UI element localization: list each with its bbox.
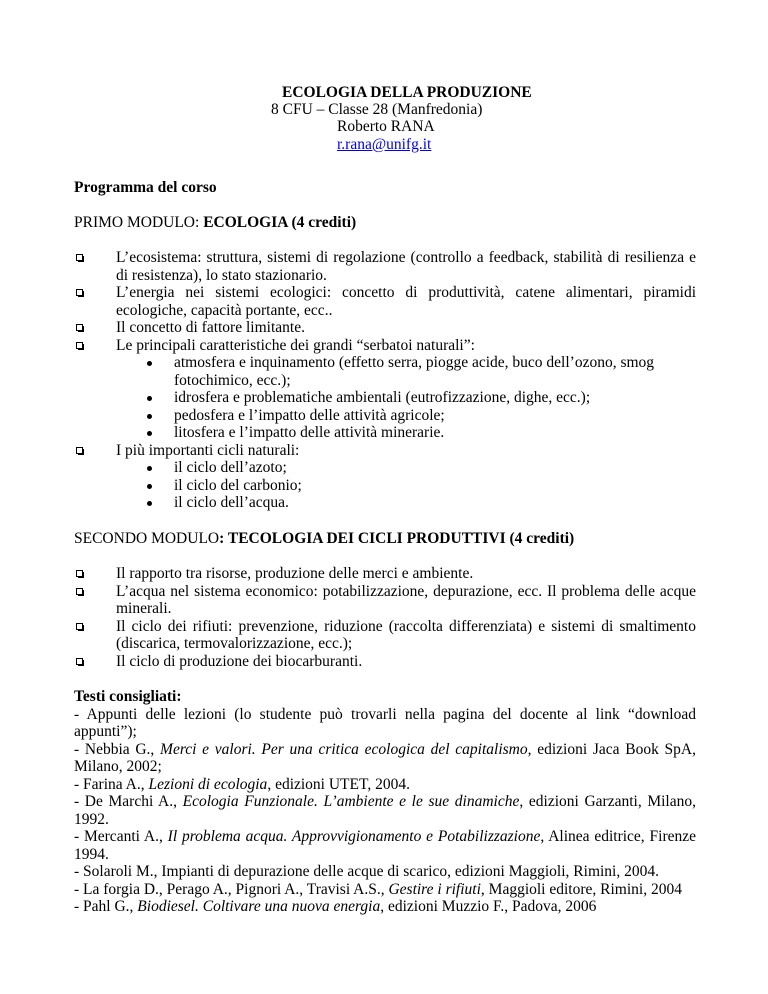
checkbox-bullet-icon [76,324,83,331]
reference-item: - Appunti delle lezioni (lo studente può trovarli nella pagina del docente al link “download appunti”); [74,705,696,740]
reference-item: - Pahl G., Biodiesel. Coltivare una nuova energia, edizioni Muzzio F., Padova, 2006 [74,898,597,915]
module2-prefix: SECONDO MODULO [74,530,220,547]
sub-list-item: il ciclo dell’acqua. [74,494,696,512]
checkbox-bullet-icon [76,342,83,349]
checkbox-bullet-icon [76,658,83,665]
course-title: ECOLOGIA DELLA PRODUZIONE [282,84,532,101]
bullet-dot-icon [147,396,152,401]
module2-title: : TECOLOGIA DEI CICLI PRODUTTIVI (4 crediti) [219,530,575,547]
list-item: L’acqua nel sistema economico: potabilizzazione, depurazione, ecc. Il problema delle acque minerali. [74,583,696,618]
reference-item: - Nebbia G., Merci e valori. Per una critica ecologica del capitalismo, edizioni Jaca Book SpA, Milano, 2002; [74,740,696,775]
sub-list-item: idrosfera e problematiche ambientali (eutrofizzazione, dighe, ecc.); [74,389,696,407]
reference-item: - La forgia D., Perago A., Pignori A., Travisi A.S., Gestire i rifiuti, Maggioli editore, Rimini, 2004 [74,880,682,898]
references-section [74,688,696,916]
bullet-dot-icon [147,501,152,506]
reference-item: - Mercanti A., Il problema acqua. Approvvigionamento e Potabilizzazione, Alinea editrice, Firenze 1994. [74,828,696,863]
checkbox-bullet-icon [76,447,83,454]
sub-list-item: il ciclo dell’azoto; [74,459,696,477]
sub-list-item: atmosfera e inquinamento (effetto serra, piogge acide, buco dell’ozono, smog [74,354,696,372]
sub-list-item: il ciclo del carbonio; [74,477,696,495]
module1-prefix: PRIMO MODULO: [74,214,204,231]
list-item: Il ciclo dei rifiuti: prevenzione, riduzione (raccolta differenziata) e sistemi di smaltimento (discarica, termovalorizzazione, ecc.); [74,618,696,653]
sub-list-item-continuation: fotochimico, ecc.); [174,371,291,389]
checkbox-bullet-icon [76,570,83,577]
module2-heading [74,530,696,548]
list-item: Il concetto di fattore limitante. [74,319,696,337]
bullet-dot-icon [147,484,152,489]
module1-heading [74,214,696,232]
module2-list [74,565,696,670]
list-item: Le principali caratteristiche dei grandi “serbatoi naturali”: [74,337,696,355]
author-name: Roberto RANA [337,118,435,135]
checkbox-bullet-icon [76,623,83,630]
sub-list-item: pedosfera e l’impatto delle attività agricole; [74,407,696,425]
reference-item: - Solaroli M., Impianti di depurazione delle acque di scarico, edizioni Maggioli, Rimini, 2004. [74,863,659,880]
bullet-dot-icon [147,361,152,366]
module1-list [74,249,696,512]
bullet-dot-icon [147,466,152,471]
list-item: I più importanti cicli naturali: [74,442,696,460]
bullet-dot-icon [147,414,152,419]
list-item: L’ecosistema: struttura, sistemi di regolazione (controllo a feedback, stabilità di resilienza e di resistenza), lo stato stazionario. [74,249,696,284]
sub-list-item: litosfera e l’impatto delle attività minerarie. [74,424,696,442]
checkbox-bullet-icon [76,289,83,296]
list-item: L’energia nei sistemi ecologici: concetto di produttività, catene alimentari, piramidi ecologiche, capacità portante, ecc.. [74,284,696,319]
checkbox-bullet-icon [76,254,83,261]
author-email-link[interactable]: r.rana@unifg.it [337,136,432,153]
reference-item: - De Marchi A., Ecologia Funzionale. L’ambiente e le sue dinamiche, edizioni Garzanti, Milano, 1992. [74,793,696,828]
checkbox-bullet-icon [76,588,83,595]
reference-item: - Farina A., Lezioni di ecologia, edizioni UTET, 2004. [74,775,410,793]
course-subtitle: 8 CFU – Classe 28 (Manfredonia) [271,101,483,118]
references-heading: Testi consigliati: [74,688,182,705]
module1-title: ECOLOGIA (4 crediti) [203,214,357,231]
bullet-dot-icon [147,431,152,436]
program-heading: Programma del corso [74,179,217,196]
list-item: Il ciclo di produzione dei biocarburanti. [74,653,696,671]
list-item: Il rapporto tra risorse, produzione delle merci e ambiente. [74,565,696,583]
